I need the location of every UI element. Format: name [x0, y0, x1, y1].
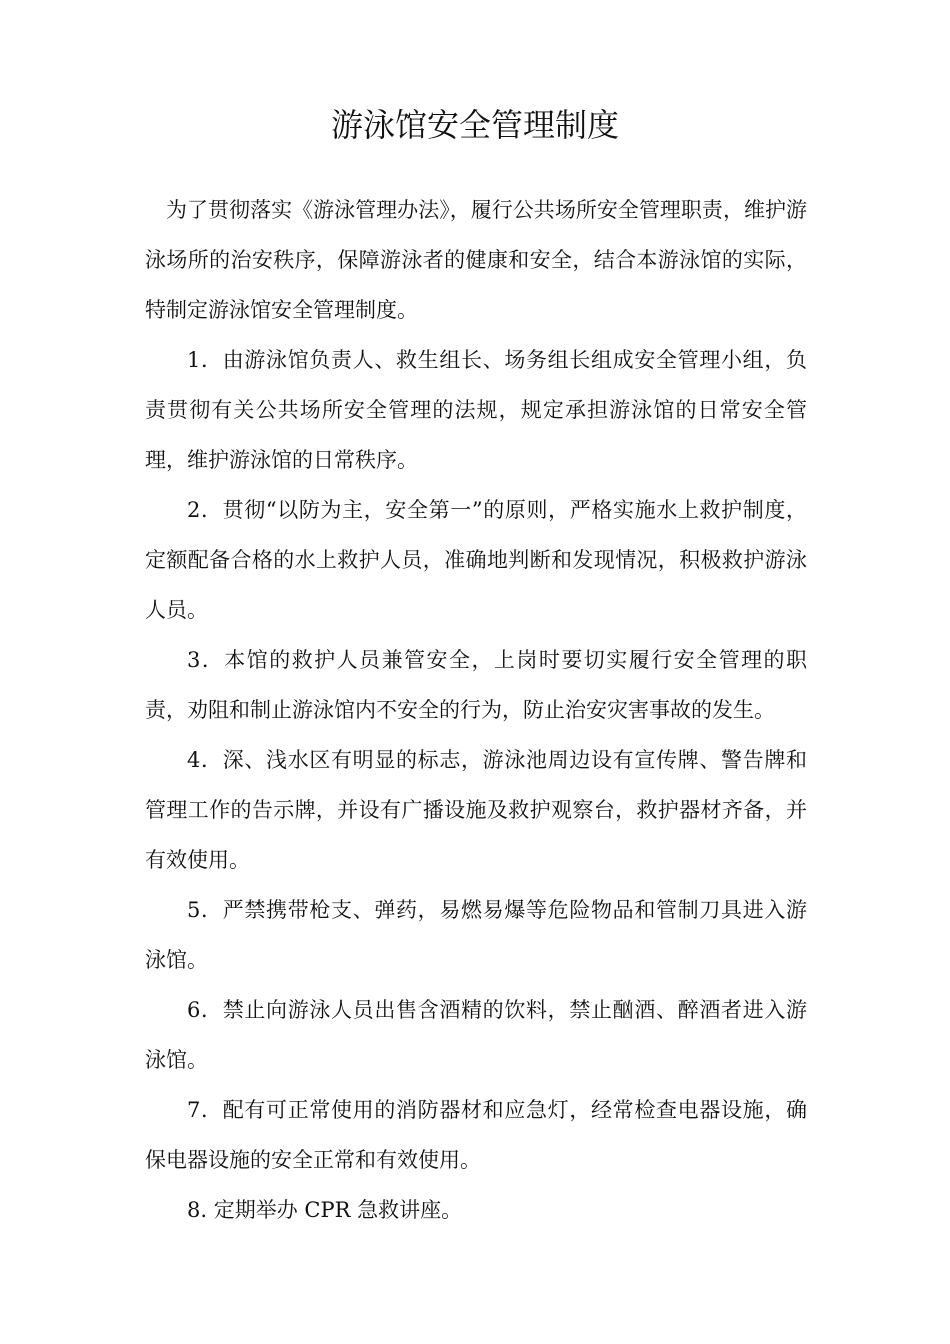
rule-item-4: 4．深、浅水区有明显的标志，游泳池周边设有宣传牌、警告牌和管理工作的告示牌，并设有广播设施及救护观察台，救护器材齐备，并有效使用。 — [145, 748, 807, 872]
rule-item-6: 6．禁止向游泳人员出售含酒精的饮料，禁止酗酒、醉酒者进入游泳馆。 — [145, 998, 807, 1072]
intro-paragraph: 为了贯彻落实《游泳管理办法》，履行公共场所安全管理职责，维护游泳场所的治安秩序，保障游泳者的健康和安全，结合本游泳馆的实际，特制定游泳馆安全管理制度。 — [145, 198, 807, 322]
document-body — [145, 185, 807, 1235]
rule-item-2: 2．贯彻“以防为主，安全第一”的原则，严格实施水上救护制度，定额配备合格的水上救护人员，准确地判断和发现情况，积极救护游泳人员。 — [145, 498, 807, 622]
rule-item-5: 5．严禁携带枪支、弹药，易燃易爆等危险物品和管制刀具进入游泳馆。 — [145, 898, 807, 972]
rule-item-8: 8. 定期举办 CPR 急救讲座。 — [187, 1198, 463, 1222]
rule-item-1: 1．由游泳馆负责人、救生组长、场务组长组成安全管理小组，负责贯彻有关公共场所安全管理的法规，规定承担游泳馆的日常安全管理，维护游泳馆的日常秩序。 — [145, 348, 807, 472]
rule-item-3: 3．本馆的救护人员兼管安全，上岗时要切实履行安全管理的职责，劝阻和制止游泳馆内不安全的行为，防止治安灾害事故的发生。 — [145, 648, 807, 722]
rule-item-7: 7．配有可正常使用的消防器材和应急灯，经常检查电器设施，确保电器设施的安全正常和有效使用。 — [145, 1098, 807, 1172]
document-title: 游泳馆安全管理制度 — [330, 106, 619, 144]
